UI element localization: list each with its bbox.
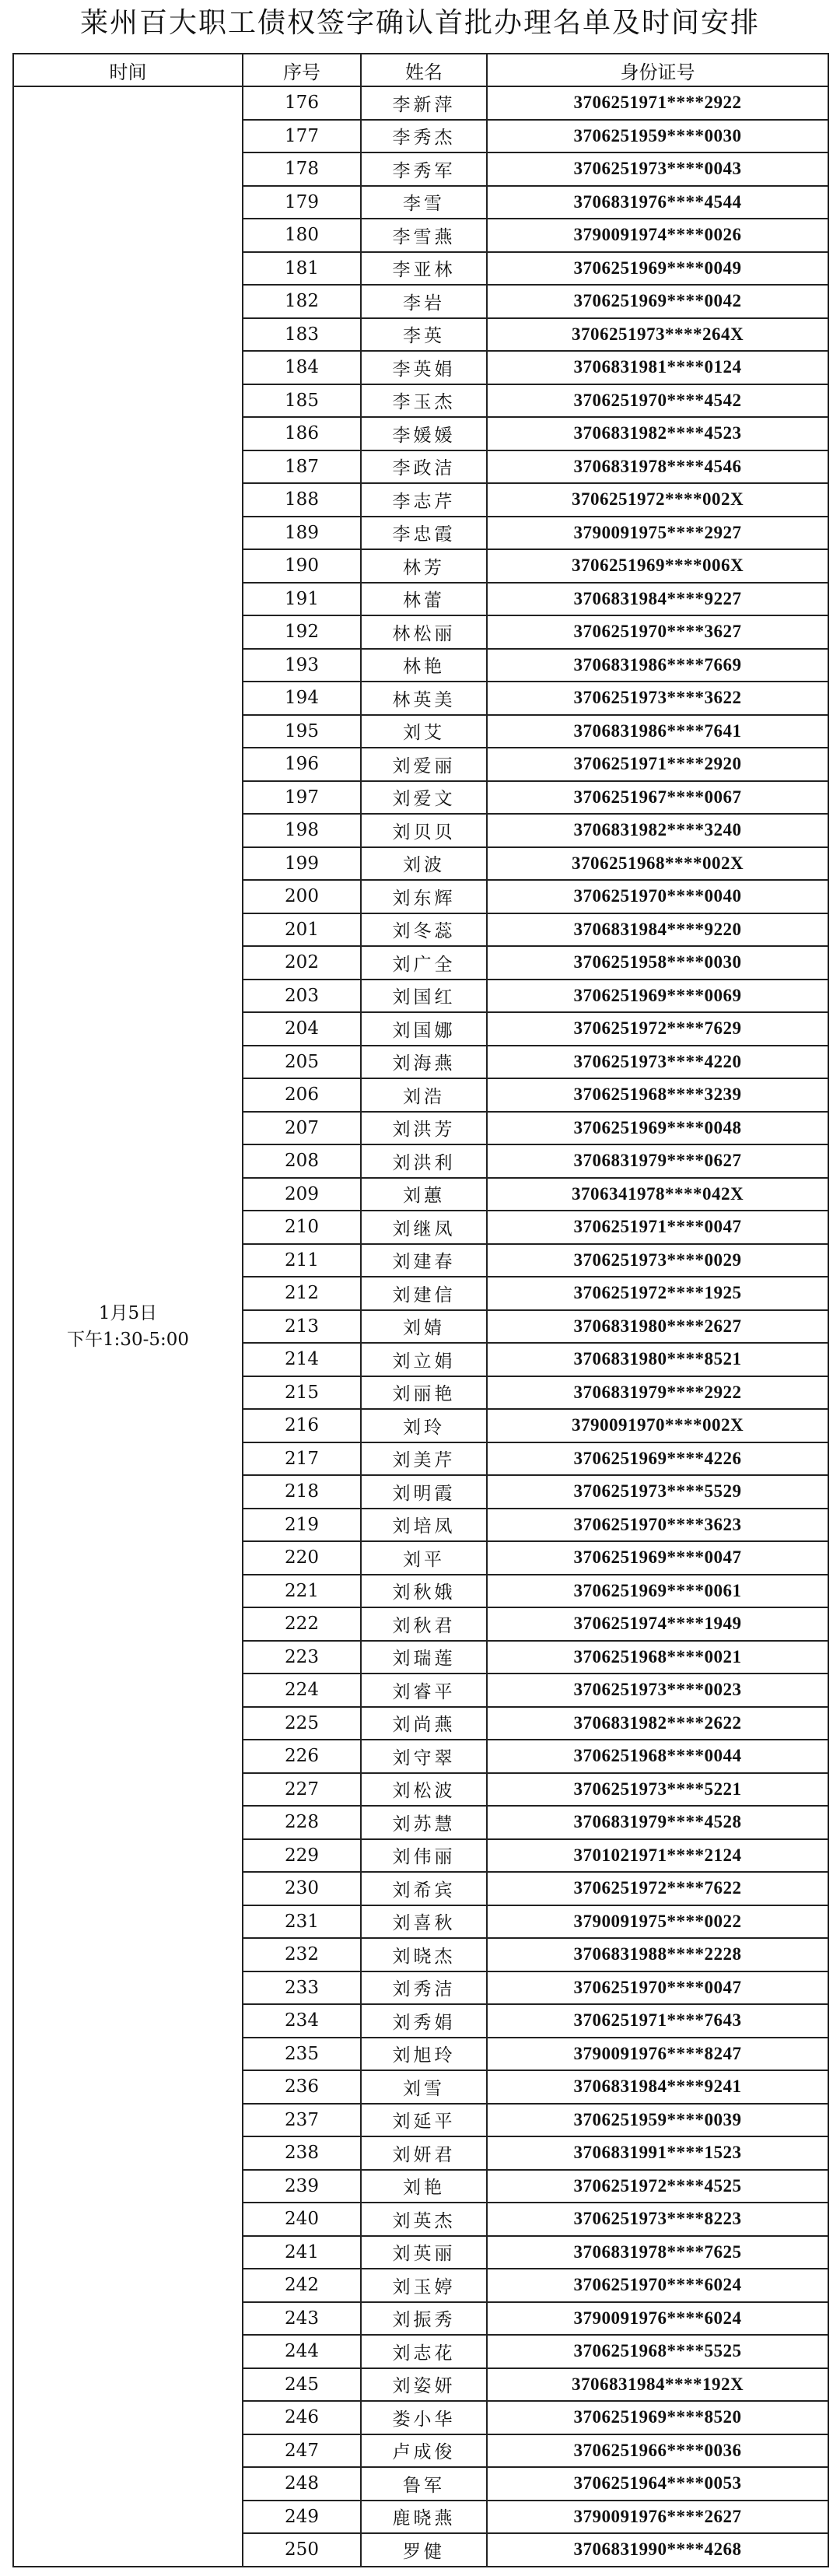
- id-cell: 3706831984****9227: [487, 583, 828, 616]
- seq-cell: 235: [243, 2038, 361, 2071]
- name-cell: 刘英杰: [361, 2203, 487, 2236]
- seq-cell: 241: [243, 2236, 361, 2269]
- id-cell: 3706831984****192X: [487, 2368, 828, 2402]
- seq-cell: 227: [243, 1773, 361, 1807]
- name-cell: 鹿晓燕: [361, 2501, 487, 2534]
- id-cell: 3706831980****2627: [487, 1310, 828, 1344]
- seq-cell: 233: [243, 1971, 361, 2005]
- name-cell: 刘爱文: [361, 781, 487, 815]
- name-cell: 刘志花: [361, 2335, 487, 2368]
- name-cell: 林艳: [361, 649, 487, 682]
- id-cell: 3706831978****4546: [487, 450, 828, 484]
- seq-cell: 226: [243, 1740, 361, 1773]
- seq-cell: 244: [243, 2335, 361, 2368]
- id-cell: 3706831984****9241: [487, 2070, 828, 2104]
- name-cell: 李雪燕: [361, 219, 487, 252]
- name-cell: 刘立娟: [361, 1343, 487, 1376]
- name-cell: 刘建信: [361, 1277, 487, 1310]
- name-cell: 刘晓杰: [361, 1938, 487, 1971]
- name-cell: 刘继凤: [361, 1211, 487, 1244]
- seq-cell: 247: [243, 2434, 361, 2468]
- id-cell: 3706831982****3240: [487, 814, 828, 847]
- seq-cell: 240: [243, 2203, 361, 2236]
- seq-cell: 189: [243, 517, 361, 550]
- seq-cell: 206: [243, 1078, 361, 1112]
- name-cell: 刘明霞: [361, 1475, 487, 1509]
- seq-cell: 196: [243, 748, 361, 781]
- id-cell: 3706251969****0042: [487, 285, 828, 318]
- seq-cell: 220: [243, 1541, 361, 1575]
- name-cell: 刘玲: [361, 1409, 487, 1442]
- name-cell: 刘苏慧: [361, 1806, 487, 1839]
- id-cell: 3706251959****0030: [487, 120, 828, 153]
- time-period: 下午1:30-5:00: [66, 1329, 190, 1350]
- name-cell: 刘尚燕: [361, 1707, 487, 1740]
- name-cell: 刘妍君: [361, 2136, 487, 2170]
- seq-cell: 201: [243, 913, 361, 947]
- id-cell: 3790091976****2627: [487, 2501, 828, 2534]
- name-cell: 刘平: [361, 1541, 487, 1575]
- id-cell: 3706831990****4268: [487, 2533, 828, 2567]
- table-header-row: [13, 54, 828, 86]
- seq-cell: 230: [243, 1872, 361, 1905]
- name-cell: 刘振秀: [361, 2302, 487, 2336]
- seq-cell: 181: [243, 252, 361, 286]
- seq-cell: 184: [243, 351, 361, 384]
- id-cell: 3706831976****4544: [487, 186, 828, 219]
- seq-cell: 178: [243, 152, 361, 186]
- seq-cell: 199: [243, 847, 361, 881]
- id-cell: 3706251972****4525: [487, 2170, 828, 2203]
- seq-cell: 197: [243, 781, 361, 815]
- name-cell: 刘培凤: [361, 1509, 487, 1542]
- name-cell: 刘姿妍: [361, 2368, 487, 2402]
- name-cell: 李英娟: [361, 351, 487, 384]
- seq-cell: 250: [243, 2533, 361, 2567]
- id-cell: 3706251973****5529: [487, 1475, 828, 1509]
- id-cell: 3706251971****7643: [487, 2004, 828, 2038]
- id-cell: 3706251968****0044: [487, 1740, 828, 1773]
- table-body: [13, 86, 828, 2567]
- id-cell: 3706251973****264X: [487, 318, 828, 352]
- name-cell: 刘艳: [361, 2170, 487, 2203]
- time-cell: [13, 86, 243, 2567]
- name-cell: 刘睿平: [361, 1674, 487, 1707]
- seq-cell: 236: [243, 2070, 361, 2104]
- seq-cell: 213: [243, 1310, 361, 1344]
- name-cell: 李忠霞: [361, 517, 487, 550]
- id-cell: 3706251970****6024: [487, 2269, 828, 2302]
- id-cell: 3706251968****0021: [487, 1641, 828, 1674]
- seq-cell: 180: [243, 219, 361, 252]
- id-cell: 3790091974****0026: [487, 219, 828, 252]
- name-cell: 李秀军: [361, 152, 487, 186]
- seq-cell: 182: [243, 285, 361, 318]
- name-cell: 李岩: [361, 285, 487, 318]
- name-cell: 刘松波: [361, 1773, 487, 1807]
- id-cell: 3706831981****0124: [487, 351, 828, 384]
- name-cell: 刘冬蕊: [361, 913, 487, 947]
- name-cell: 李英: [361, 318, 487, 352]
- seq-cell: 205: [243, 1046, 361, 1079]
- name-cell: 刘美芹: [361, 1442, 487, 1476]
- id-cell: 3706251968****5525: [487, 2335, 828, 2368]
- seq-cell: 229: [243, 1839, 361, 1873]
- name-cell: 刘洪芳: [361, 1112, 487, 1145]
- seq-cell: 215: [243, 1376, 361, 1410]
- seq-cell: 211: [243, 1244, 361, 1277]
- seq-cell: 224: [243, 1674, 361, 1707]
- name-cell: 林英美: [361, 682, 487, 715]
- id-cell: 3706251973****0029: [487, 1244, 828, 1277]
- id-cell: 3706831979****2922: [487, 1376, 828, 1410]
- seq-cell: 210: [243, 1211, 361, 1244]
- seq-cell: 202: [243, 946, 361, 980]
- name-cell: 刘秋娥: [361, 1575, 487, 1608]
- seq-cell: 188: [243, 483, 361, 517]
- name-cell: 李政洁: [361, 450, 487, 484]
- name-cell: 刘浩: [361, 1078, 487, 1112]
- seq-cell: 195: [243, 715, 361, 748]
- seq-cell: 246: [243, 2401, 361, 2434]
- name-cell: 刘广全: [361, 946, 487, 980]
- seq-cell: 198: [243, 814, 361, 847]
- id-cell: 3706831978****7625: [487, 2236, 828, 2269]
- name-cell: 刘洪利: [361, 1144, 487, 1178]
- seq-cell: 209: [243, 1178, 361, 1211]
- id-cell: 3706341978****042X: [487, 1178, 828, 1211]
- name-cell: 李秀杰: [361, 120, 487, 153]
- seq-cell: 179: [243, 186, 361, 219]
- id-cell: 3706251970****3627: [487, 615, 828, 649]
- seq-cell: 242: [243, 2269, 361, 2302]
- header-seq: 序号: [243, 54, 361, 86]
- seq-cell: 219: [243, 1509, 361, 1542]
- id-cell: 3706831986****7669: [487, 649, 828, 682]
- seq-cell: 176: [243, 86, 361, 120]
- id-cell: 3706251971****2922: [487, 86, 828, 120]
- name-cell: 林蕾: [361, 583, 487, 616]
- seq-cell: 234: [243, 2004, 361, 2038]
- id-cell: 3706251958****0030: [487, 946, 828, 980]
- id-cell: 3706251968****002X: [487, 847, 828, 881]
- seq-cell: 187: [243, 450, 361, 484]
- roster-table: [12, 53, 829, 2567]
- seq-cell: 214: [243, 1343, 361, 1376]
- name-cell: 李亚林: [361, 252, 487, 286]
- id-cell: 3706251973****4220: [487, 1046, 828, 1079]
- id-cell: 3706831988****2228: [487, 1938, 828, 1971]
- name-cell: 卢成俊: [361, 2434, 487, 2468]
- seq-cell: 223: [243, 1641, 361, 1674]
- seq-cell: 192: [243, 615, 361, 649]
- name-cell: 罗健: [361, 2533, 487, 2567]
- id-cell: 3706251966****0036: [487, 2434, 828, 2468]
- name-cell: 刘希宾: [361, 1872, 487, 1905]
- header-id: 身份证号: [487, 54, 828, 86]
- id-cell: 3706251971****2920: [487, 748, 828, 781]
- id-cell: 3706251972****1925: [487, 1277, 828, 1310]
- name-cell: 刘玉婷: [361, 2269, 487, 2302]
- seq-cell: 194: [243, 682, 361, 715]
- name-cell: 刘蕙: [361, 1178, 487, 1211]
- seq-cell: 243: [243, 2302, 361, 2336]
- seq-cell: 183: [243, 318, 361, 352]
- name-cell: 刘延平: [361, 2104, 487, 2137]
- name-cell: 刘国娜: [361, 1012, 487, 1046]
- name-cell: 李雪: [361, 186, 487, 219]
- seq-cell: 203: [243, 980, 361, 1013]
- id-cell: 3701021971****2124: [487, 1839, 828, 1873]
- id-cell: 3706251973****3622: [487, 682, 828, 715]
- name-cell: 刘秀娟: [361, 2004, 487, 2038]
- seq-cell: 232: [243, 1938, 361, 1971]
- seq-cell: 185: [243, 384, 361, 418]
- id-cell: 3706251974****1949: [487, 1607, 828, 1641]
- name-cell: 林芳: [361, 549, 487, 583]
- name-cell: 鲁军: [361, 2467, 487, 2501]
- seq-cell: 238: [243, 2136, 361, 2170]
- name-cell: 刘波: [361, 847, 487, 881]
- name-cell: 刘秀洁: [361, 1971, 487, 2005]
- id-cell: 3706251969****0049: [487, 252, 828, 286]
- id-cell: 3706251970****3623: [487, 1509, 828, 1542]
- name-cell: 李玉杰: [361, 384, 487, 418]
- name-cell: 刘东辉: [361, 880, 487, 913]
- name-cell: 娄小华: [361, 2401, 487, 2434]
- name-cell: 刘贝贝: [361, 814, 487, 847]
- seq-cell: 237: [243, 2104, 361, 2137]
- id-cell: 3706251972****7622: [487, 1872, 828, 1905]
- table-row: [13, 86, 828, 120]
- id-cell: 3790091976****8247: [487, 2038, 828, 2071]
- id-cell: 3706831991****1523: [487, 2136, 828, 2170]
- id-cell: 3706251970****4542: [487, 384, 828, 418]
- seq-cell: 190: [243, 549, 361, 583]
- name-cell: 刘雪: [361, 2070, 487, 2104]
- seq-cell: 186: [243, 417, 361, 450]
- name-cell: 刘国红: [361, 980, 487, 1013]
- name-cell: 刘瑞莲: [361, 1641, 487, 1674]
- name-cell: 刘建春: [361, 1244, 487, 1277]
- name-cell: 刘喜秋: [361, 1905, 487, 1939]
- id-cell: 3706251969****0048: [487, 1112, 828, 1145]
- seq-cell: 222: [243, 1607, 361, 1641]
- id-cell: 3790091975****0022: [487, 1905, 828, 1939]
- name-cell: 李新萍: [361, 86, 487, 120]
- name-cell: 刘海燕: [361, 1046, 487, 1079]
- seq-cell: 239: [243, 2170, 361, 2203]
- name-cell: 刘婧: [361, 1310, 487, 1344]
- seq-cell: 249: [243, 2501, 361, 2534]
- id-cell: 3706251969****006X: [487, 549, 828, 583]
- name-cell: 刘伟丽: [361, 1839, 487, 1873]
- name-cell: 刘守翠: [361, 1740, 487, 1773]
- page-title: 莱州百大职工债权签字确认首批办理名单及时间安排: [79, 7, 760, 39]
- time-date: 1月5日: [98, 1302, 158, 1323]
- id-cell: 3706251973****0023: [487, 1674, 828, 1707]
- seq-cell: 216: [243, 1409, 361, 1442]
- id-cell: 3706251970****0047: [487, 1971, 828, 2005]
- name-cell: 刘丽艳: [361, 1376, 487, 1410]
- seq-cell: 228: [243, 1806, 361, 1839]
- id-cell: 3706251973****0043: [487, 152, 828, 186]
- id-cell: 3706831979****4528: [487, 1806, 828, 1839]
- id-cell: 3706251973****5221: [487, 1773, 828, 1807]
- id-cell: 3706251969****0047: [487, 1541, 828, 1575]
- id-cell: 3706251969****4226: [487, 1442, 828, 1476]
- name-cell: 林松丽: [361, 615, 487, 649]
- seq-cell: 221: [243, 1575, 361, 1608]
- id-cell: 3706831982****2622: [487, 1707, 828, 1740]
- header-time: 时间: [13, 54, 243, 86]
- id-cell: 3706251969****0069: [487, 980, 828, 1013]
- seq-cell: 212: [243, 1277, 361, 1310]
- id-cell: 3790091975****2927: [487, 517, 828, 550]
- name-cell: 李志芹: [361, 483, 487, 517]
- id-cell: 3706831982****4523: [487, 417, 828, 450]
- id-cell: 3706251969****0061: [487, 1575, 828, 1608]
- seq-cell: 225: [243, 1707, 361, 1740]
- id-cell: 3706831986****7641: [487, 715, 828, 748]
- id-cell: 3706251964****0053: [487, 2467, 828, 2501]
- id-cell: 3706251959****0039: [487, 2104, 828, 2137]
- name-cell: 刘爱丽: [361, 748, 487, 781]
- id-cell: 3706831984****9220: [487, 913, 828, 947]
- id-cell: 3790091970****002X: [487, 1409, 828, 1442]
- id-cell: 3706251972****7629: [487, 1012, 828, 1046]
- id-cell: 3706251970****0040: [487, 880, 828, 913]
- seq-cell: 193: [243, 649, 361, 682]
- name-cell: 刘旭玲: [361, 2038, 487, 2071]
- seq-cell: 177: [243, 120, 361, 153]
- seq-cell: 208: [243, 1144, 361, 1178]
- id-cell: 3706251968****3239: [487, 1078, 828, 1112]
- name-cell: 刘英丽: [361, 2236, 487, 2269]
- seq-cell: 248: [243, 2467, 361, 2501]
- name-cell: 刘艾: [361, 715, 487, 748]
- seq-cell: 231: [243, 1905, 361, 1939]
- id-cell: 3706251967****0067: [487, 781, 828, 815]
- id-cell: 3706251972****002X: [487, 483, 828, 517]
- name-cell: 刘秋君: [361, 1607, 487, 1641]
- seq-cell: 207: [243, 1112, 361, 1145]
- seq-cell: 217: [243, 1442, 361, 1476]
- seq-cell: 204: [243, 1012, 361, 1046]
- id-cell: 3706251973****8223: [487, 2203, 828, 2236]
- id-cell: 3790091976****6024: [487, 2302, 828, 2336]
- id-cell: 3706831979****0627: [487, 1144, 828, 1178]
- id-cell: 3706251969****8520: [487, 2401, 828, 2434]
- header-name: 姓名: [361, 54, 487, 86]
- id-cell: 3706251971****0047: [487, 1211, 828, 1244]
- seq-cell: 200: [243, 880, 361, 913]
- seq-cell: 218: [243, 1475, 361, 1509]
- name-cell: 李媛媛: [361, 417, 487, 450]
- seq-cell: 191: [243, 583, 361, 616]
- id-cell: 3706831980****8521: [487, 1343, 828, 1376]
- seq-cell: 245: [243, 2368, 361, 2402]
